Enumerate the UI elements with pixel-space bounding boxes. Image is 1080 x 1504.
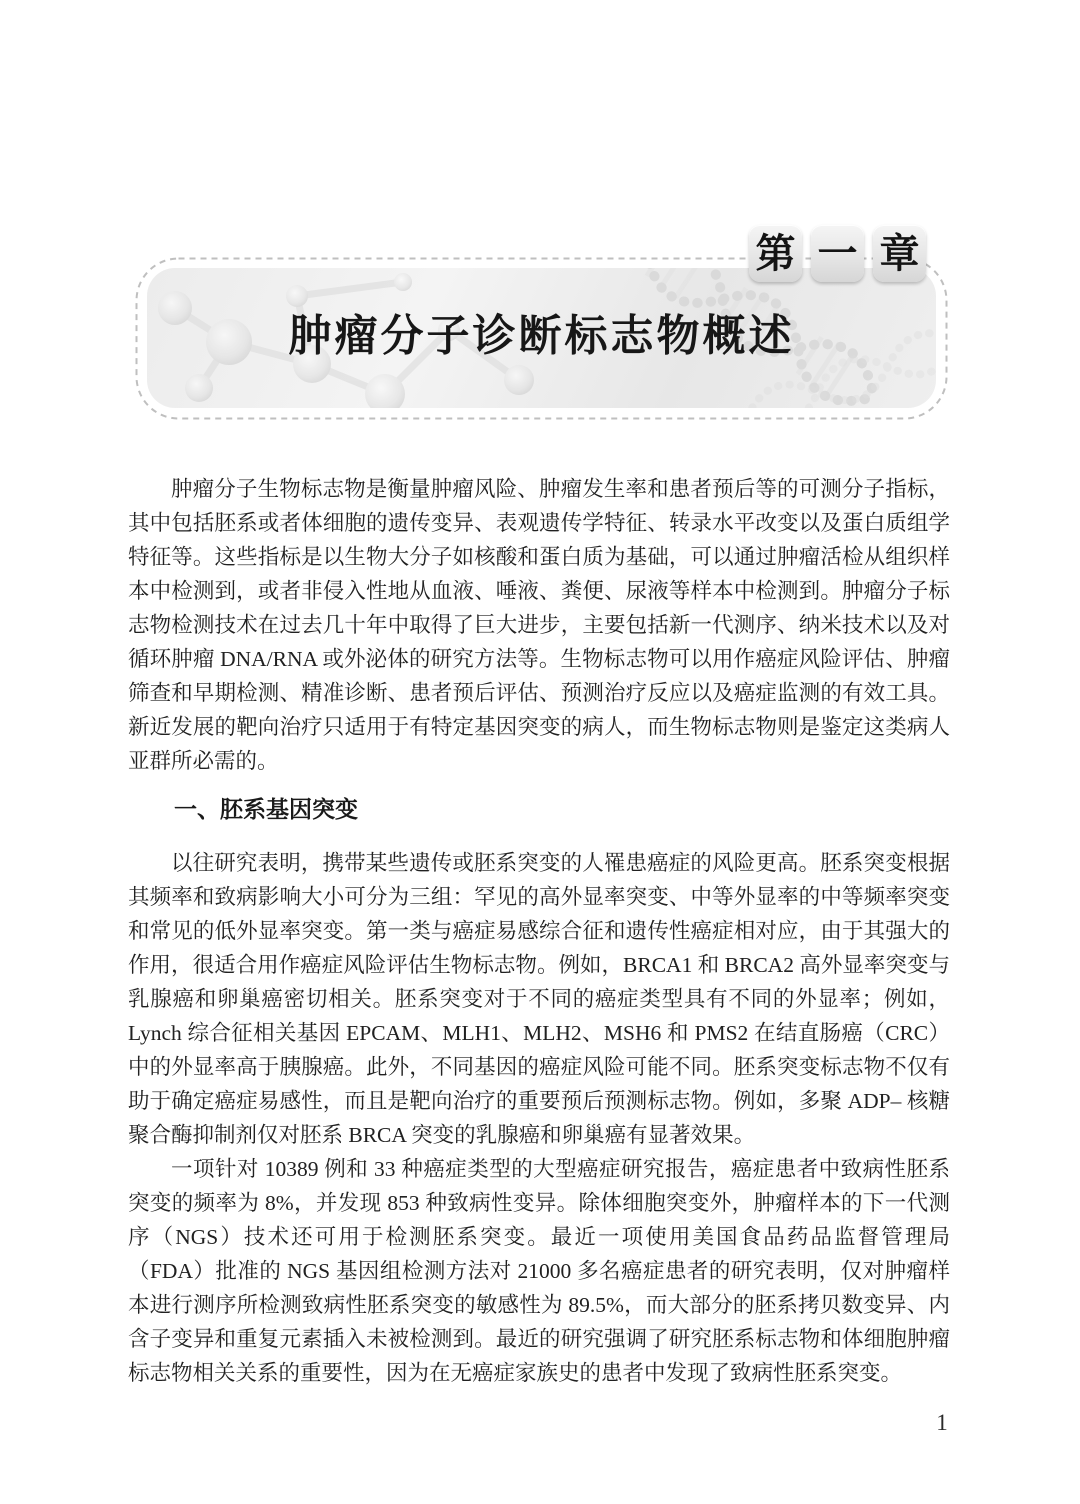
chapter-label xyxy=(749,225,926,282)
chapter-label-box-1: 第 xyxy=(749,225,802,282)
section-paragraph-1: 以往研究表明，携带某些遗传或胚系突变的人罹患癌症的风险更高。胚系突变根据其频率和致病影响大小可分为三组：罕见的高外显率突变、中等外显率的中等频率突变和常见的低外显率突变。第一类与癌症易感综合征和遗传性癌症相对应，由于其强大的作用，很适合用作癌症风险评估生物标志物。例如，BRCA1 和 BRCA2 高外显率突变与乳腺癌和卵巢癌密切相关。胚系突变对于不同的癌症类型具有不同的外显率；例如，Lynch 综合征相关基因 EPCAM、MLH1、MLH2、MSH6 和 PMS2 在结直肠癌（CRC）中的外显率高于胰腺癌。此外，不同基因的癌症风险可能不同。胚系突变标志物不仅有助于确定癌症易感性，而且是靶向治疗的重要预后预测标志物。例如，多聚 ADP– 核糖聚合酶抑制剂仅对胚系 BRCA 突变的乳腺癌和卵巢癌有显著效果。 xyxy=(128,851,950,1147)
chapter-banner xyxy=(135,231,948,420)
chapter-label-box-3: 章 xyxy=(873,225,926,282)
article-body xyxy=(128,472,950,1390)
section-heading-germline-mutation: 一、胚系基因突变 xyxy=(174,796,358,822)
page-number: 1 xyxy=(936,1410,948,1435)
section-paragraph-2: 一项针对 10389 例和 33 种癌症类型的大型癌症研究报告，癌症患者中致病性胚系突变的频率为 8%，并发现 853 种致病性变异。除体细胞突变外，肿瘤样本的下一代测序（NGS）技术还可用于检测胚系突变。最近一项使用美国食品药品监督管理局（FDA）批准的 NGS 基因组检测方法对 21000 多名癌症患者的研究表明，仅对肿瘤样本进行测序所检测致病性胚系突变的敏感性为 89.5%，而大部分的胚系拷贝数变异、内含子变异和重复元素插入未被检测到。最近的研究强调了研究胚系标志物和体细胞肿瘤标志物相关关系的重要性，因为在无癌症家族史的患者中发现了致病性胚系突变。 xyxy=(128,1157,950,1385)
banner-panel xyxy=(147,268,936,408)
chapter-title: 肿瘤分子诊断标志物概述 xyxy=(288,313,795,361)
intro-paragraph: 肿瘤分子生物标志物是衡量肿瘤风险、肿瘤发生率和患者预后等的可测分子指标，其中包括胚系或者体细胞的遗传变异、表观遗传学特征、转录水平改变以及蛋白质组学特征等。这些指标是以生物大分子如核酸和蛋白质为基础，可以通过肿瘤活检从组织样本中检测到，或者非侵入性地从血液、唾液、粪便、尿液等样本中检测到。肿瘤分子标志物检测技术在过去几十年中取得了巨大进步，主要包括新一代测序、纳米技术以及对循环肿瘤 DNA/RNA 或外泌体的研究方法等。生物标志物可以用作癌症风险评估、肿瘤筛查和早期检测、精准诊断、患者预后评估、预测治疗反应以及癌症监测的有效工具。新近发展的靶向治疗只适用于有特定基因突变的病人，而生物标志物则是鉴定这类病人亚群所必需的。 xyxy=(128,477,950,773)
chapter-label-box-2: 一 xyxy=(811,225,864,282)
